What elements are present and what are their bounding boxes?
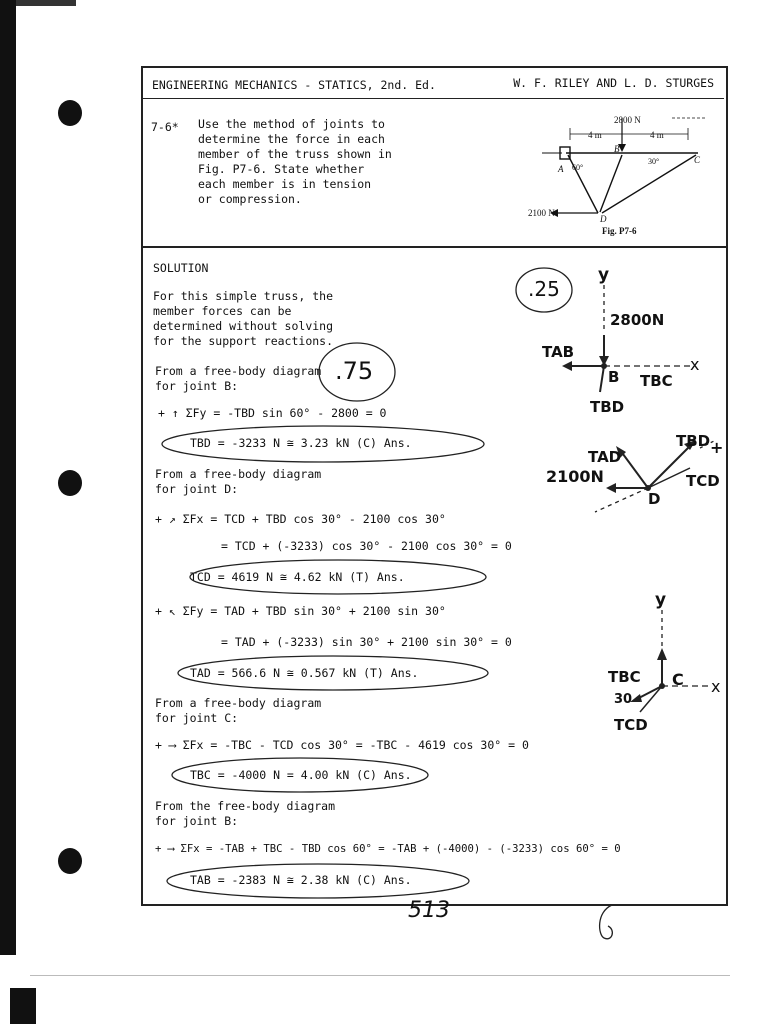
- problem-line: member of the truss shown in: [198, 147, 392, 161]
- force-label: TAB: [542, 343, 575, 361]
- score-handwritten: .25: [528, 277, 560, 301]
- force-label: TBD: [676, 432, 711, 450]
- force-label: TBC: [640, 372, 673, 390]
- axis-label: y: [598, 265, 610, 285]
- angle-label: 30°: [648, 157, 660, 166]
- sign-label: +: [710, 438, 724, 457]
- equation-b2: + ⟶ ΣFx = -TAB + TBC - TBD cos 60° = -TAB + (-4000) - (-3233) cos 60° = 0: [155, 843, 621, 855]
- joint-label: C: [694, 155, 701, 165]
- problem-line: each member is in tension: [198, 177, 372, 191]
- book-title: ENGINEERING MECHANICS - STATICS, 2nd. Ed.: [152, 78, 436, 92]
- intro-line: determined without solving: [153, 319, 334, 333]
- intro-line: member forces can be: [153, 304, 292, 318]
- joint-label: B: [608, 368, 620, 386]
- joint-label: B: [614, 144, 620, 154]
- problem-line: Use the method of joints to: [198, 117, 385, 131]
- answer-tad: TAD = 566.6 N ≅ 0.567 kN (T) Ans.: [190, 666, 419, 680]
- axis-label: y: [655, 590, 667, 610]
- intro-line: For this simple truss, the: [153, 289, 334, 303]
- axis-label: x: [690, 355, 700, 374]
- problem-line: Fig. P7-6. State whether: [198, 162, 365, 176]
- answer-tbd: TBD = -3233 N ≅ 3.23 kN (C) Ans.: [190, 436, 412, 450]
- score-handwritten: .75: [335, 357, 374, 385]
- force-label: TCD: [686, 472, 720, 490]
- answer-tab: TAB = -2383 N ≅ 2.38 kN (C) Ans.: [190, 873, 412, 887]
- answer-circle: [178, 656, 488, 690]
- joint-label: A: [558, 164, 564, 174]
- arrowhead-icon: [657, 648, 667, 660]
- angle-label: 60°: [572, 163, 584, 172]
- equation-c: + ⟶ ΣFx = -TBC - TCD cos 30° = -TBC - 4619 cos 30° = 0: [155, 738, 529, 752]
- force-label: TAD: [588, 448, 622, 466]
- load-label: 2800 N: [614, 115, 641, 125]
- joint-b-text: for joint B:: [155, 379, 239, 393]
- problem-line: determine the force in each: [198, 132, 385, 146]
- problem-line: or compression.: [198, 192, 302, 206]
- equation-d3: + ↖ ΣFy = TAD + TBD sin 30° + 2100 sin 30°: [155, 604, 446, 618]
- dimension-label: 4 m: [588, 130, 602, 140]
- angle-label: 30: [614, 692, 633, 707]
- arrowhead-icon: [606, 483, 616, 493]
- joint-b2-text: From the free-body diagram: [155, 799, 336, 813]
- joint-c-text: From a free-body diagram: [155, 696, 322, 710]
- authors: W. F. RILEY AND L. D. STURGES: [513, 76, 714, 90]
- joint-b-text: From a free-body diagram: [155, 364, 322, 378]
- answer-circle: [172, 758, 428, 792]
- arrowhead-icon: [562, 361, 572, 371]
- force-label: 2800N: [610, 311, 665, 329]
- intro-line: for the support reactions.: [153, 334, 334, 348]
- figure-caption: Fig. P7-6: [602, 226, 637, 236]
- equation-d1: + ↗ ΣFx = TCD + TBD cos 30° - 2100 cos 30°: [155, 512, 446, 526]
- joint-node-icon: [659, 683, 665, 689]
- force-label: 2100N: [546, 467, 604, 486]
- joint-d-text: From a free-body diagram: [155, 467, 322, 481]
- force-label: TBD: [590, 398, 625, 416]
- answer-circle: [162, 426, 484, 462]
- force-label: TBC: [608, 668, 641, 686]
- answer-tcd: TCD = 4619 N ≅ 4.62 kN (T) Ans.: [190, 570, 405, 584]
- equation-b: + ↑ ΣFy = -TBD sin 60° - 2800 = 0: [158, 406, 387, 420]
- joint-node-icon: [601, 363, 607, 369]
- joint-c-text: for joint C:: [155, 711, 239, 725]
- joint-label: C: [672, 670, 684, 689]
- problem-number: 7-6*: [151, 120, 179, 134]
- answer-circle: [167, 864, 469, 898]
- joint-d-text: for joint D:: [155, 482, 239, 496]
- axis-label: x: [711, 677, 721, 696]
- force-label: TCD: [614, 716, 648, 734]
- equation-d4: = TAD + (-3233) sin 30° + 2100 sin 30° = 0: [221, 635, 512, 649]
- joint-label: D: [648, 490, 661, 508]
- joint-b2-text: for joint B:: [155, 814, 239, 828]
- solution-heading: SOLUTION: [153, 261, 209, 275]
- answer-circle: [190, 560, 486, 594]
- dimension-label: 4 m: [650, 130, 664, 140]
- load-label: 2100 N: [528, 208, 555, 218]
- grade-mark: [628, 902, 629, 903]
- joint-label: D: [600, 214, 607, 224]
- page-number: 513: [408, 898, 450, 923]
- answer-tbc: TBC = -4000 N = 4.00 kN (C) Ans.: [190, 768, 412, 782]
- equation-d2: = TCD + (-3233) cos 30° - 2100 cos 30° = 0: [221, 539, 512, 553]
